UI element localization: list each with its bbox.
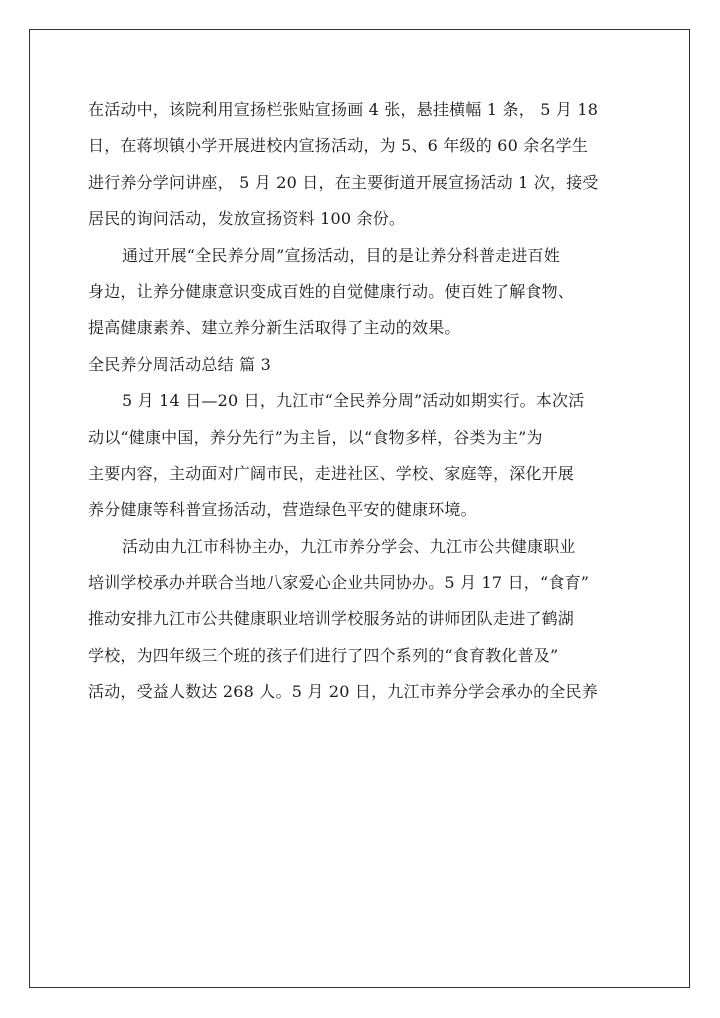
paragraph-line: 活动，受益人数达 268 人。5 月 20 日，九江市养分学会承办的全民养 [88, 682, 598, 702]
paragraph-line: 培训学校承办并联合当地八家爱心企业共同协办。5 月 17 日，“食育” [88, 573, 590, 593]
paragraph-line: 活动由九江市科协主办，九江市养分学会、九江市公共健康职业 [122, 536, 576, 556]
paragraph-line: 进行养分学问讲座， 5 月 20 日，在主要街道开展宣扬活动 1 次，接受 [88, 172, 599, 192]
section-heading: 全民养分周活动总结 篇 3 [88, 354, 271, 374]
paragraph-line: 居民的询问活动，发放宣扬资料 100 余份。 [88, 209, 406, 229]
document-body [88, 92, 636, 711]
paragraph-line: 提高健康素养、建立养分新生活取得了主动的效果。 [88, 318, 461, 338]
paragraph-line: 动以“健康中国，养分先行”为主旨，以“食物多样，谷类为主”为 [88, 427, 543, 447]
paragraph-line: 身边，让养分健康意识变成百姓的自觉健康行动。使百姓了解食物、 [88, 281, 575, 301]
paragraph-line: 推动安排九江市公共健康职业培训学校服务站的讲师团队走进了鹤湖 [88, 609, 575, 629]
paragraph-line: 养分健康等科普宣扬活动，营造绿色平安的健康环境。 [88, 500, 477, 520]
paragraph-line: 主要内容，主动面对广阔市民，走进社区、学校、家庭等，深化开展 [88, 463, 575, 483]
paragraph-line: 5 月 14 日—20 日，九江市“全民养分周”活动如期实行。本次活 [122, 391, 585, 411]
paragraph-line: 通过开展“全民养分周”宣扬活动，目的是让养分科普走进百姓 [122, 245, 560, 265]
paragraph-line: 日，在蒋坝镇小学开展进校内宣扬活动，为 5、6 年级的 60 余名学生 [88, 136, 589, 156]
paragraph-line: 学校，为四年级三个班的孩子们进行了四个系列的“食育教化普及” [88, 645, 559, 665]
paragraph-line: 在活动中，该院利用宣扬栏张贴宣扬画 4 张，悬挂横幅 1 条， 5 月 18 [88, 100, 599, 119]
